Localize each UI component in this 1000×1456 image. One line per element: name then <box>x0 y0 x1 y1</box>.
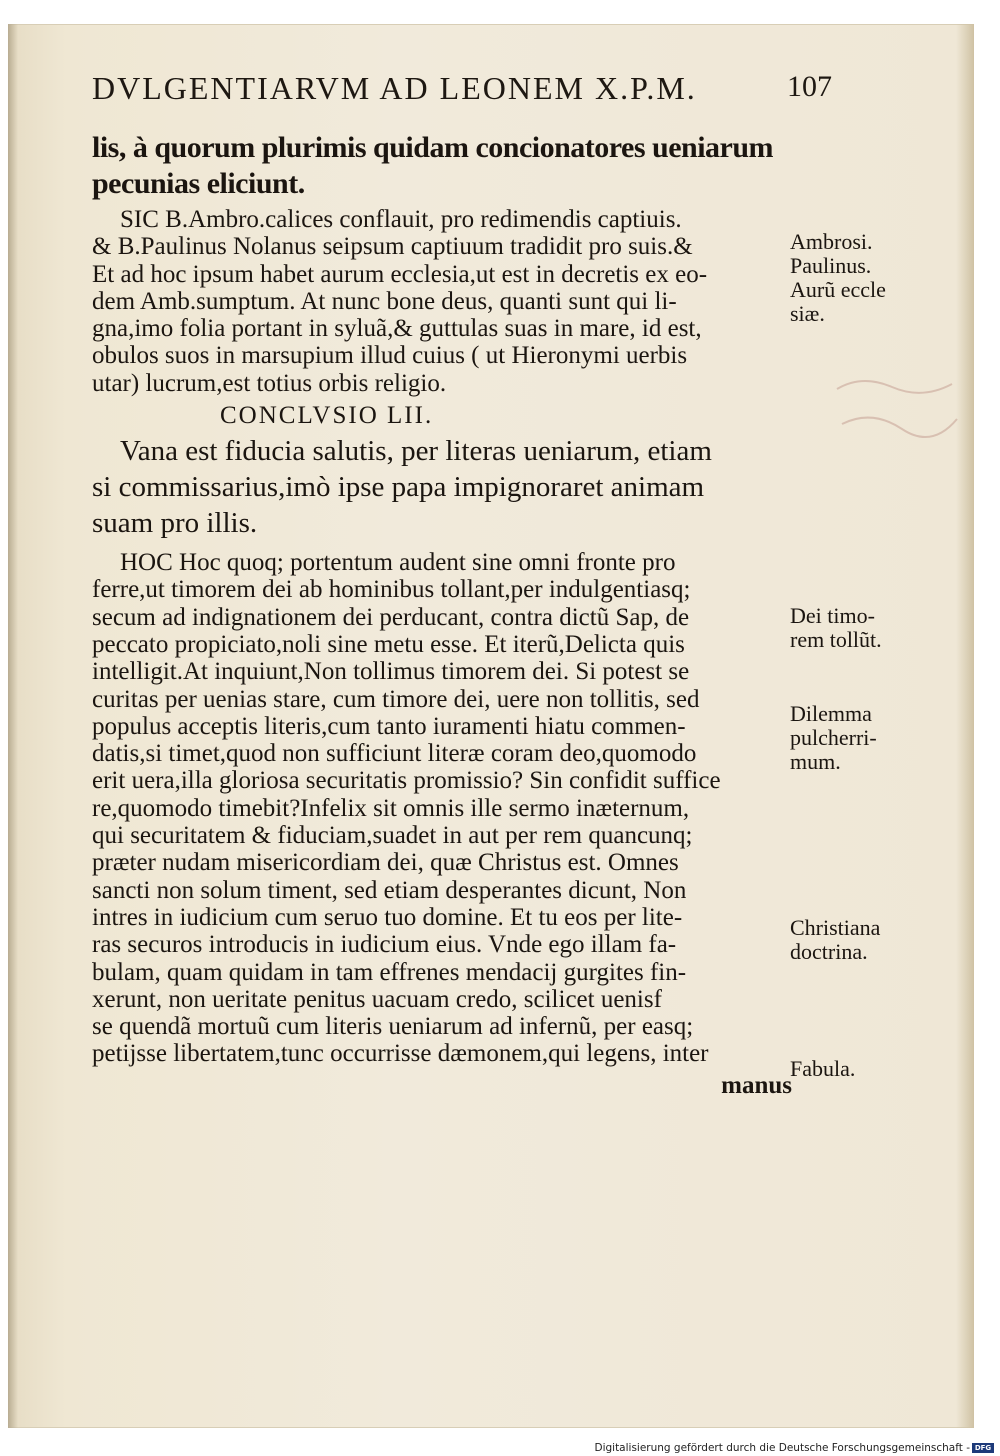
text-line: bulam, quam quidam in tam effrenes mendacij gurgites fin- <box>92 958 687 986</box>
text-line: lis, à quorum plurimis quidam concionatores ueniarum <box>92 131 774 164</box>
catchword: manus <box>721 1071 792 1099</box>
funding-credit: Digitalisierung gefördert durch die Deutsche Forschungsgemeinschaft - <box>594 1442 970 1454</box>
text-line: se quendã mortuũ cum literis ueniarum ad infernũ, per easq; <box>92 1013 694 1041</box>
running-head-title: DVLGENTIARVM AD LEONEM X.P.M. <box>92 70 697 106</box>
text-line: utar) lucrum,est totius orbis religio. <box>92 369 447 397</box>
text-line: peccato propiciato,noli sine metu esse. Et iterũ,Delicta quis <box>92 630 685 658</box>
margin-note-line: doctrina. <box>790 939 868 964</box>
text-line: re,quomodo timebit?Infelix sit omnis ille sermo inæternum, <box>92 794 690 822</box>
text-line: datis,si timet,quod non sufficiunt literæ coram deo,quomodo <box>92 740 697 768</box>
page-number: 107 <box>787 70 832 103</box>
text-line: qui securitatem & fiduciam,suadet in aut per rem quancunq; <box>92 822 693 850</box>
margin-note-line: Fabula. <box>790 1056 856 1081</box>
text-line: petijsse libertatem,tunc occurrisse dæmonem,qui legens, inter <box>92 1040 709 1068</box>
thesis-line: si commissarius,imò ipse papa impignoraret animam <box>92 471 705 504</box>
text-line: ras securos introducis in iudicium eius. Vnde ego illam fa- <box>92 931 677 959</box>
text-line: erit uera,illa gloriosa securitatis promissio? Sin confidit suffice <box>92 767 721 795</box>
text-line: intelligit.At inquiunt,Non tollimus timorem dei. Si potest se <box>92 658 690 686</box>
dfg-logo: DFG <box>972 1443 994 1453</box>
text-line: populus acceptis literis,cum tanto iuramenti hiatu commen- <box>92 712 686 740</box>
margin-note-line: Dilemma <box>790 701 872 726</box>
margin-note-line: Christiana <box>790 915 881 940</box>
text-line: ferre,ut timorem dei ab hominibus tollant,per indulgentiasq; <box>92 576 691 604</box>
margin-note-line: Ambrosi. <box>790 229 873 254</box>
text-line: pecunias eliciunt. <box>92 167 305 200</box>
text-line: dem Amb.sumptum. At nunc bone deus, quanti sunt qui li- <box>92 287 677 315</box>
margin-note-line: rem tollũt. <box>790 627 882 652</box>
margin-note-line: Aurũ eccle <box>790 277 886 302</box>
text-line: secum ad indignationem dei perducant, contra dictũ Sap, de <box>92 603 690 631</box>
margin-note-line: Paulinus. <box>790 253 872 278</box>
footer-bar <box>0 1440 1000 1456</box>
margin-note-ambrosius <box>790 230 886 326</box>
thesis-line: Vana est fiducia salutis, per literas ueniarum, etiam <box>120 435 712 468</box>
margin-note-line: pulcherri- <box>790 725 877 750</box>
margin-note-line: Dei timo- <box>790 603 875 628</box>
ink-offset-stain <box>832 369 962 459</box>
text-line: SIC B.Ambro.calices conflauit, pro redimendis captiuis. <box>120 206 682 233</box>
text-line: curitas per uenias stare, cum timore dei, uere non tollitis, sed <box>92 685 700 713</box>
text-line: præter nudam misericordiam dei, quæ Christus est. Omnes <box>92 849 679 877</box>
body-text <box>92 130 792 1099</box>
thesis-line: suam pro illis. <box>92 507 258 540</box>
margin-note-dei-timor <box>790 604 882 652</box>
text-line: obulos suos in marsupium illud cuius ( ut Hieronymi uerbis <box>92 342 688 370</box>
text-line: HOC Hoc quoq; portentum audent sine omni fronte pro <box>120 549 676 577</box>
text-line: & B.Paulinus Nolanus seipsum captiuum tradidit pro suis.& <box>92 233 693 261</box>
text-line: gna,imo folia portant in syluã,& guttulas suas in mare, id est, <box>92 315 702 343</box>
running-head <box>92 70 832 110</box>
text-line: intres in iudicium cum seruo tuo domine. Et tu eos per lite- <box>92 903 683 931</box>
text-line: sancti non solum timent, sed etiam desperantes dicunt, Non <box>92 876 687 904</box>
section-heading: CONCLVSIO LII. <box>220 402 434 430</box>
text-line: Et ad hoc ipsum habet aurum ecclesia,ut est in decretis ex eo- <box>92 260 708 288</box>
margin-note-fabula <box>790 1057 855 1081</box>
margin-note-line: mum. <box>790 749 841 774</box>
margin-note-line: siæ. <box>790 301 825 326</box>
margin-note-dilemma <box>790 702 877 774</box>
margin-note-christiana <box>790 916 880 964</box>
text-line: xerunt, non ueritate penitus uacuam credo, scilicet uenisf <box>92 985 662 1013</box>
